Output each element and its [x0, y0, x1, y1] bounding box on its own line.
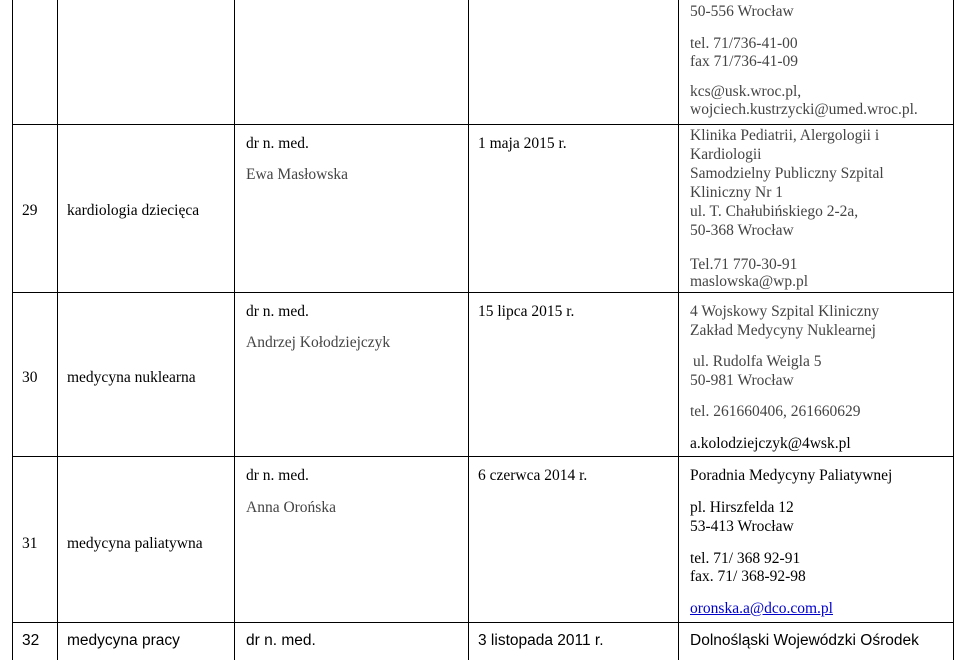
- address-line: Poradnia Medycyny Paliatywnej: [690, 467, 893, 484]
- address-line: Kardiologii: [690, 146, 762, 163]
- address-line: 50-368 Wrocław: [690, 222, 794, 239]
- address-line: ul. T. Chałubińskiego 2-2a,: [690, 203, 859, 220]
- email-address[interactable]: oronska.a@dco.com.pl: [690, 600, 833, 617]
- table-border: [234, 0, 235, 660]
- table-border: [12, 0, 13, 660]
- table-border: [57, 0, 58, 660]
- phone-number: tel. 71/736-41-00: [690, 35, 798, 52]
- row-divider: [12, 124, 954, 125]
- address-line: Klinika Pediatrii, Alergologii i: [690, 127, 880, 144]
- academic-title: dr n. med.: [246, 632, 316, 649]
- phone-number: tel. 261660406, 261660629: [690, 403, 861, 420]
- row-number: 31: [22, 535, 38, 552]
- specialty: kardiologia dziecięca: [67, 202, 200, 219]
- row-divider: [12, 456, 954, 457]
- address-line: 53-413 Wrocław: [690, 518, 794, 535]
- email-address[interactable]: maslowska@wp.pl: [690, 273, 809, 290]
- fax-number: fax. 71/ 368-92-98: [690, 568, 806, 585]
- table-border: [678, 0, 679, 660]
- date: 1 maja 2015 r.: [478, 135, 567, 152]
- email-address[interactable]: kcs@usk.wroc.pl,: [690, 83, 802, 100]
- table-border: [953, 0, 954, 660]
- address-line: pl. Hirszfelda 12: [690, 499, 794, 516]
- phone-number: Tel.71 770-30-91: [690, 256, 798, 273]
- row-number: 32: [22, 632, 40, 649]
- specialty: medycyna nuklearna: [67, 369, 196, 386]
- row-number: 30: [22, 369, 38, 386]
- person-name: Anna Orońska: [246, 499, 336, 516]
- address-line: Samodzielny Publiczny Szpital: [690, 165, 884, 182]
- postal-code: 50-556 Wrocław: [690, 3, 794, 20]
- address-line: Kliniczny Nr 1: [690, 184, 783, 201]
- address-line: Zakład Medycyny Nuklearnej: [690, 322, 876, 339]
- email-address[interactable]: wojciech.kustrzycki@umed.wroc.pl.: [690, 101, 918, 118]
- phone-number: tel. 71/ 368 92-91: [690, 550, 801, 567]
- date: 3 listopada 2011 r.: [478, 632, 604, 649]
- person-name: Ewa Masłowska: [246, 166, 349, 183]
- address-line: Dolnośląski Wojewódzki Ośrodek: [690, 632, 919, 649]
- specialty: medycyna paliatywna: [67, 535, 203, 552]
- row-divider: [12, 292, 954, 293]
- address-line: 4 Wojskowy Szpital Kliniczny: [690, 303, 880, 320]
- address-line: 50-981 Wrocław: [690, 372, 794, 389]
- academic-title: dr n. med.: [246, 467, 309, 484]
- fax-number: fax 71/736-41-09: [690, 53, 799, 70]
- email-address[interactable]: a.kolodziejczyk@4wsk.pl: [690, 435, 851, 452]
- row-divider: [12, 622, 954, 623]
- row-number: 29: [22, 202, 38, 219]
- person-name: Andrzej Kołodziejczyk: [246, 334, 391, 351]
- academic-title: dr n. med.: [246, 303, 309, 320]
- table-border: [468, 0, 469, 660]
- academic-title: dr n. med.: [246, 135, 309, 152]
- date: 15 lipca 2015 r.: [478, 303, 575, 320]
- address-line: ul. Rudolfa Weigla 5: [693, 353, 822, 370]
- specialty: medycyna pracy: [67, 632, 180, 649]
- date: 6 czerwca 2014 r.: [478, 467, 588, 484]
